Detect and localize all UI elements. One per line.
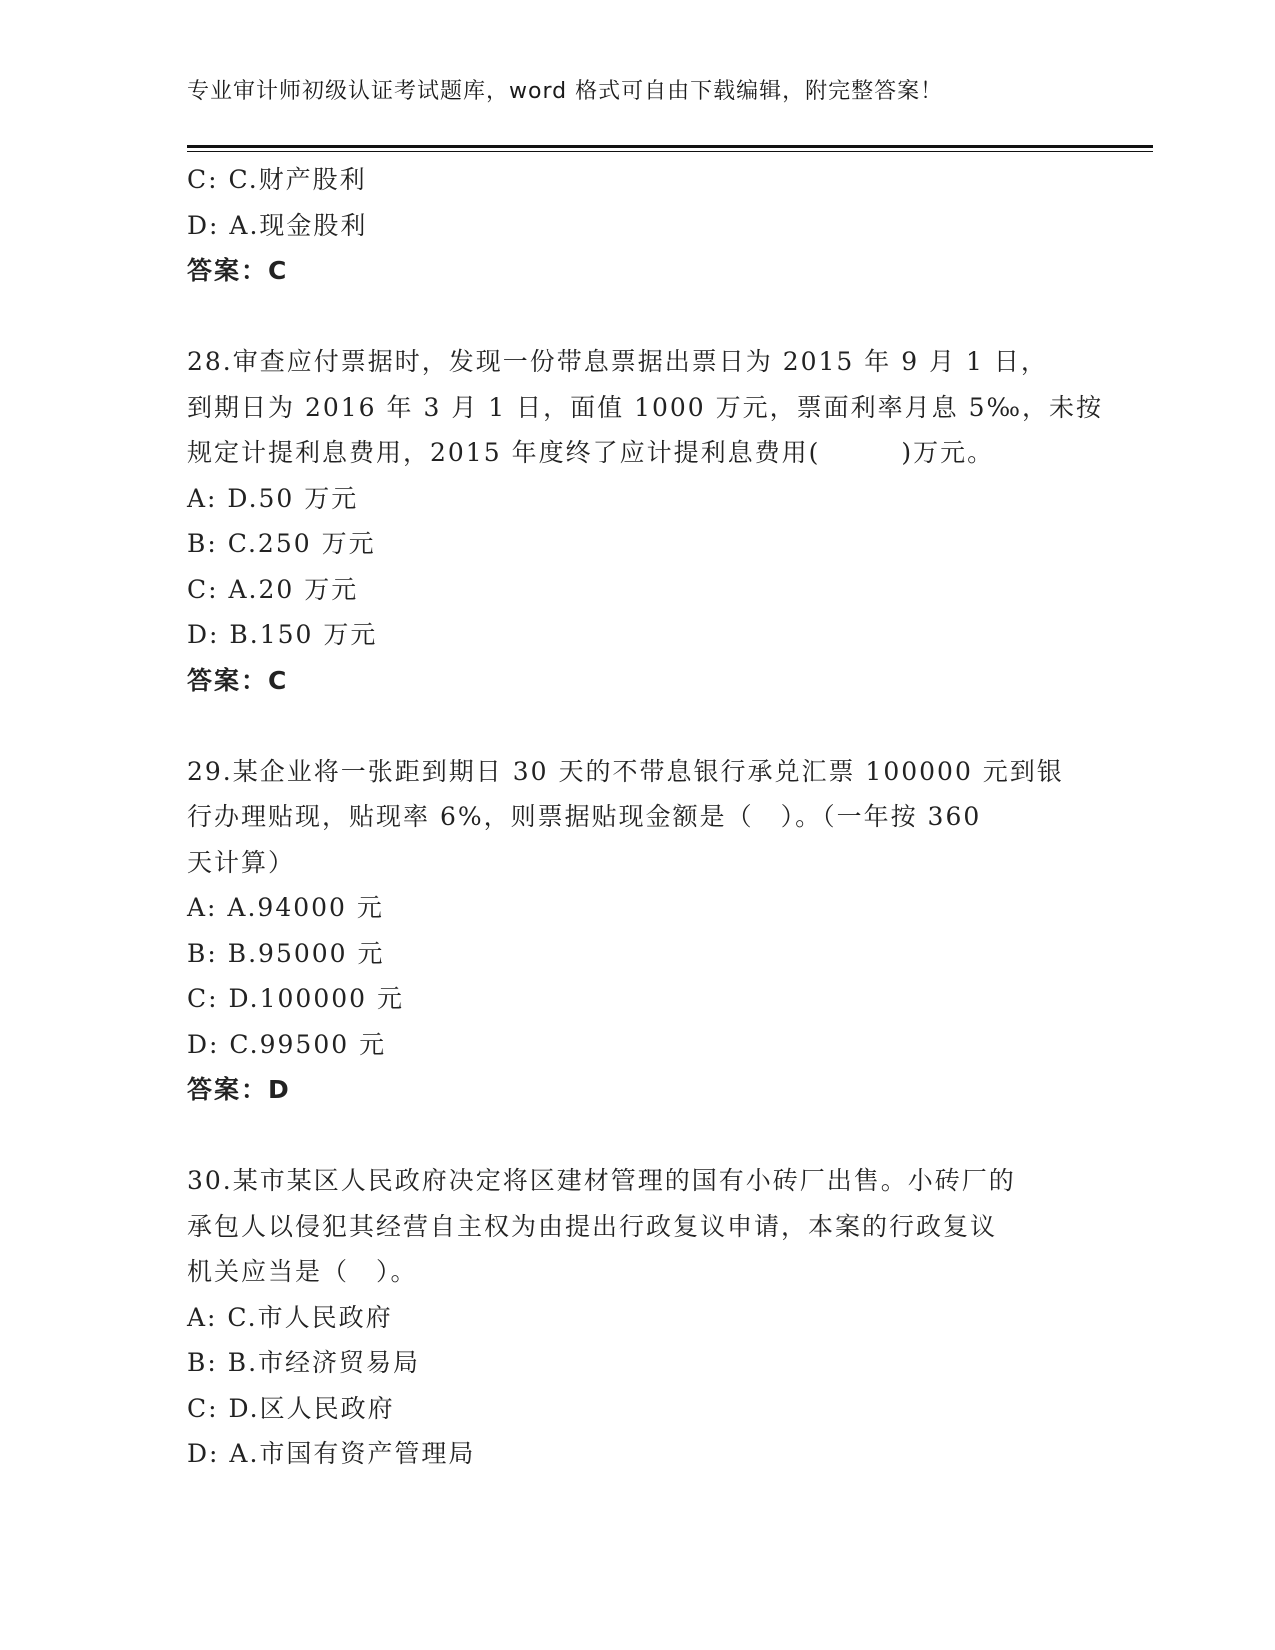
question-text-line: 行办理贴现，贴现率 6%，则票据贴现金额是（ ）。（一年按 360 [187,802,982,831]
option-line: D: A.市国有资产管理局 [187,1439,476,1468]
option-line: B: B.市经济贸易局 [187,1348,421,1377]
question-text-line: 规定计提利息费用，2015 年度终了应计提利息费用( )万元。 [187,438,995,467]
question-text-line: 29.某企业将一张距到期日 30 天的不带息银行承兑汇票 100000 元到银 [187,756,1064,786]
option-line: A: D.50 万元 [187,483,359,513]
question-text-line: 28.审查应付票据时，发现一份带息票据出票日为 2015 年 9 月 1 日， [187,347,1048,376]
document-body [187,157,1104,1477]
option-line: B: B.95000 元 [187,938,385,968]
option-line: C: C.财产股利 [187,165,367,194]
previous-question-tail [187,157,1087,294]
question-text-line: 天计算） [187,847,296,877]
header-rule-thin [187,151,1153,152]
spacer [187,294,1087,340]
option-line: C: D.100000 元 [187,984,404,1013]
spacer [187,703,1087,749]
question-30 [187,1158,1087,1477]
option-line: D: B.150 万元 [187,620,378,649]
spacer [187,1113,1087,1159]
option-line: D: A.现金股利 [187,210,368,240]
answer-line: 答案：D [187,1075,291,1104]
question-29 [187,749,1087,1113]
option-line: D: C.99500 元 [187,1029,387,1059]
answer-line: 答案：C [187,256,289,285]
question-text-line: 承包人以侵犯其经营自主权为由提出行政复议申请，本案的行政复议 [187,1211,998,1241]
option-line: C: A.20 万元 [187,574,359,604]
answer-line: 答案：C [187,665,289,695]
header-rule-thick [187,145,1153,148]
option-line: A: A.94000 元 [187,893,384,922]
page-header: 专业审计师初级认证考试题库，word 格式可自由下载编辑，附完整答案！ [187,79,944,104]
question-text-line: 到期日为 2016 年 3 月 1 日，面值 1000 万元，票面利率月息 5‰，未按 [187,392,1104,422]
question-text-line: 机关应当是（ ）。 [187,1257,418,1286]
question-text-line: 30.某市某区人民政府决定将区建材管理的国有小砖厂出售。小砖厂的 [187,1166,1016,1195]
option-line: B: C.250 万元 [187,529,376,558]
option-line: C: D.区人民政府 [187,1393,395,1423]
option-line: A: C.市人民政府 [187,1302,393,1332]
question-28 [187,339,1104,703]
